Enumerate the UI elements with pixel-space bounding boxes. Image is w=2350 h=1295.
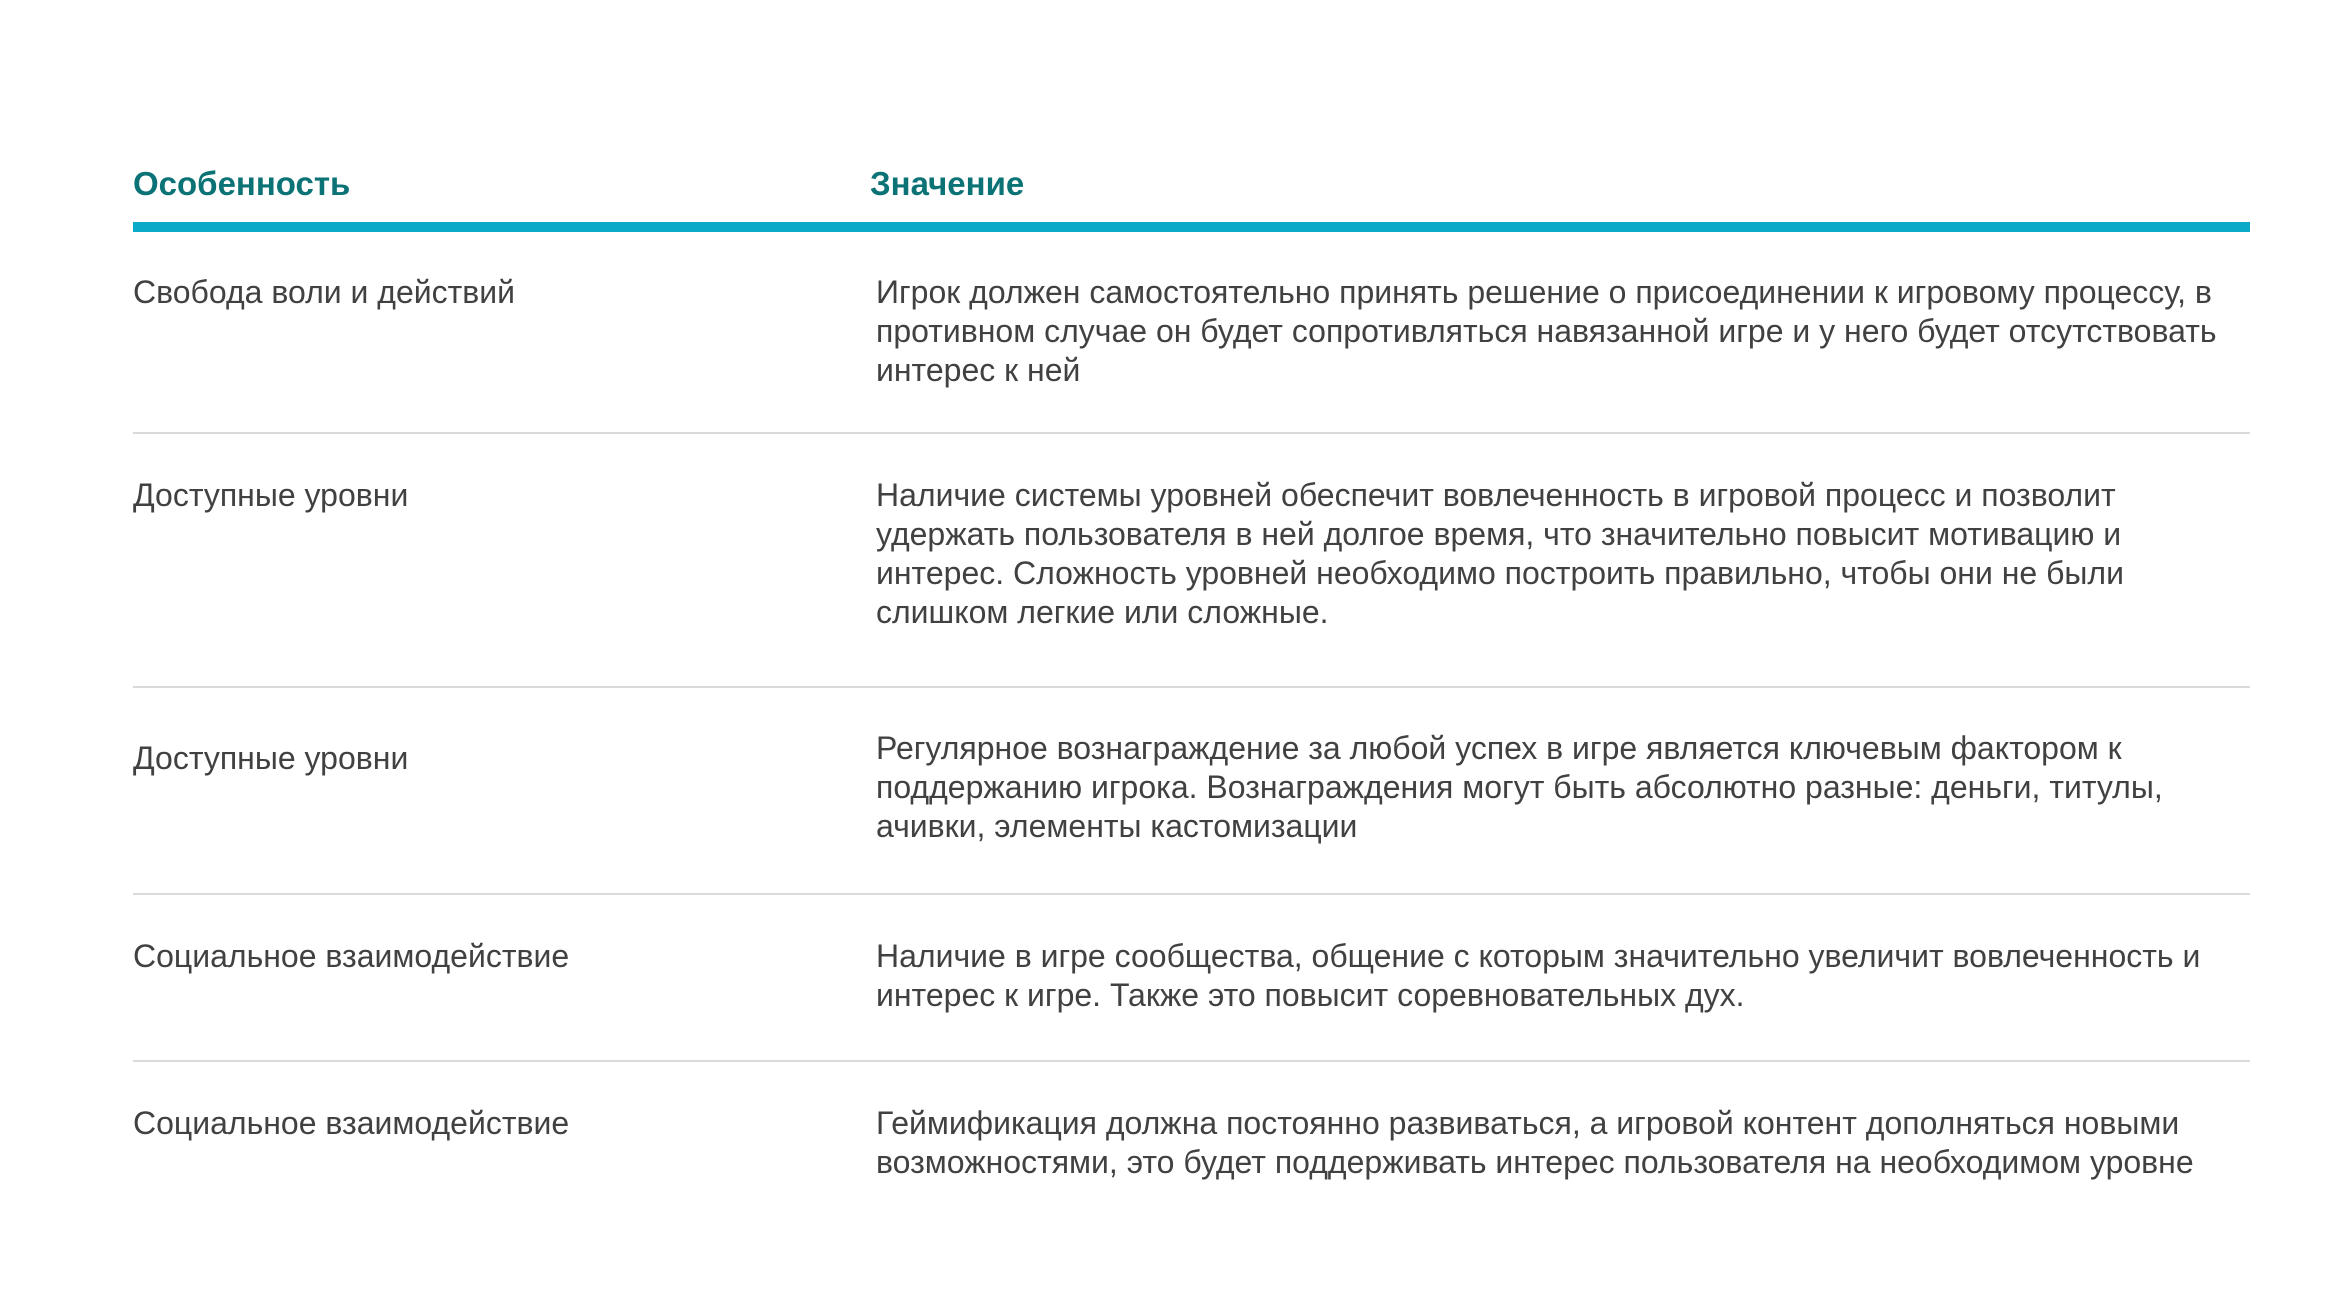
value-cell: Игрок должен самостоятельно принять решение о присоединении к игровому процессу, в противном случае он будет сопротивляться навязанной игре и у него будет отсутствовать интерес к ней <box>876 274 2217 388</box>
header-feature: Особенность <box>133 165 351 202</box>
value-cell: Наличие системы уровней обеспечит вовлеченность в игровой процесс и позволит удержать пользователя в ней долгое время, что значительно повысит мотивацию и интерес. Сложность уровней необходимо построить правильно, чтобы они не были слишком легкие или сложные. <box>876 477 2124 630</box>
feature-cell: Социальное взаимодействие <box>133 938 570 974</box>
table-row <box>133 434 2250 688</box>
value-cell: Наличие в игре сообщества, общение с которым значительно увеличит вовлеченность и интерес к игре. Также это повысит соревновательных дух. <box>876 938 2201 1013</box>
value-cell: Регулярное вознаграждение за любой успех в игре является ключевым фактором к поддержанию игрока. Вознаграждения могут быть абсолютно разные: деньги, титулы, ачивки, элементы кастомизации <box>876 730 2163 844</box>
value-cell: Геймификация должна постоянно развиваться, а игровой контент дополняться новыми возможностями, это будет поддерживать интерес пользователя на необходимом уровне <box>876 1105 2194 1180</box>
table-row <box>133 688 2250 895</box>
header-value: Значение <box>870 165 1025 202</box>
features-table <box>133 150 2250 1242</box>
table-header <box>133 150 2250 232</box>
table-row <box>133 895 2250 1062</box>
feature-cell: Социальное взаимодействие <box>133 1105 570 1141</box>
table-row <box>133 1062 2250 1242</box>
feature-cell: Свобода воли и действий <box>133 274 516 310</box>
feature-cell: Доступные уровни <box>133 740 409 776</box>
feature-cell: Доступные уровни <box>133 477 409 513</box>
table-row <box>133 232 2250 434</box>
